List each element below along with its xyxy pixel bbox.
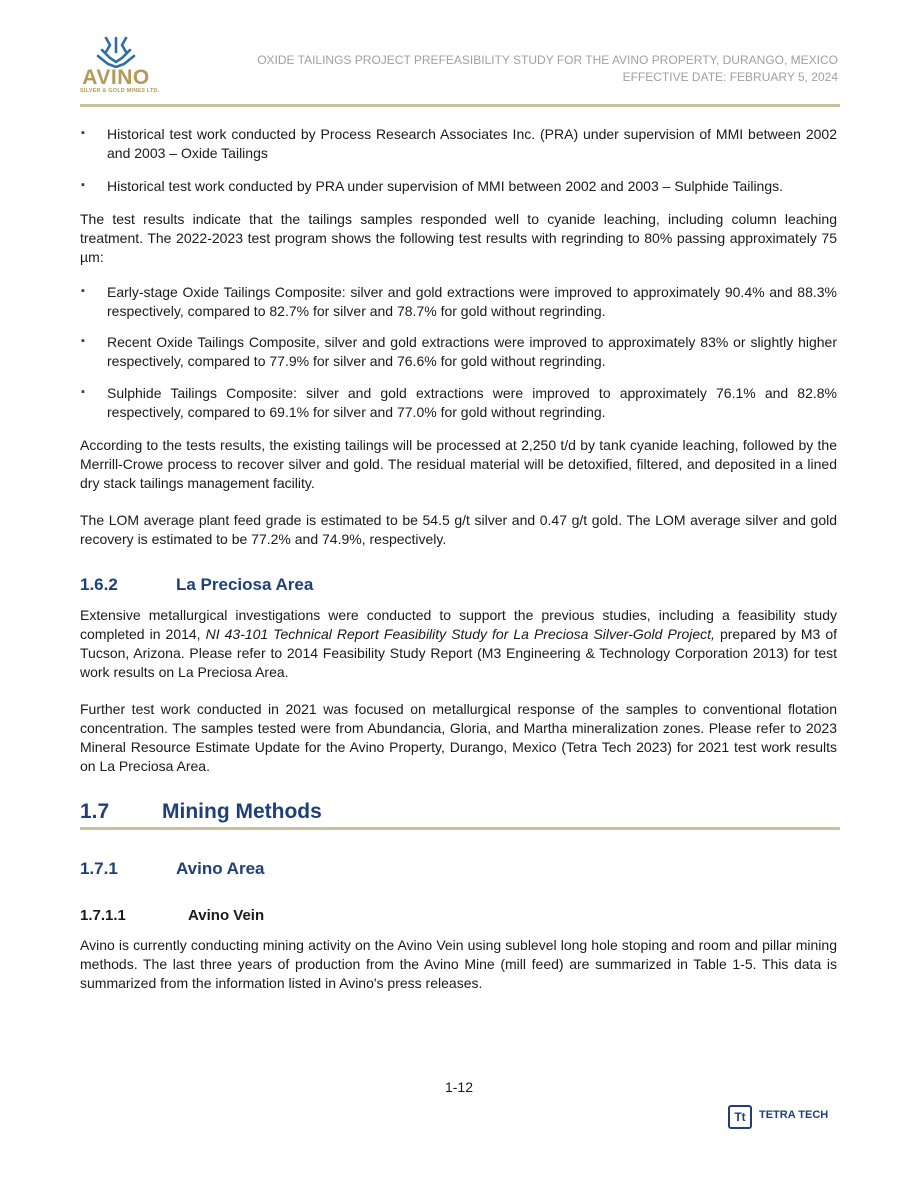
header-effective-date: EFFECTIVE DATE: FEBRUARY 5, 2024 <box>622 70 838 84</box>
paragraph-text: prepared by M3 of Tucson, Arizona. Please refer to 2014 Feasibility Study Report (M3 Engineering & Technology Corporation 2013) for test work results on La Preciosa Area. <box>80 626 837 680</box>
header-divider <box>80 104 840 107</box>
logo-wordmark: AVINO <box>82 66 150 89</box>
section-number: 1.7 <box>80 800 110 823</box>
logo-subtitle: SILVER & GOLD MINES LTD. <box>80 88 160 94</box>
section-heading-1-7-1-1 <box>80 907 264 924</box>
list-item: Historical test work conducted by PRA under supervision of MMI between 2002 and 2003 – Sulphide Tailings. <box>107 178 784 194</box>
running-header <box>257 52 838 86</box>
paragraph-processing: According to the tests results, the existing tailings will be processed at 2,250 t/d by tank cyanide leaching, followed by the Merrill-Crowe process to recover silver and gold. The residual material will be detoxified, filtered, and deposited in a lined dry stack tailings management facility. <box>80 437 837 491</box>
avino-logo-mark-icon <box>80 36 152 68</box>
bullet-icon: ▪ <box>81 179 85 191</box>
paragraph-text: Extensive metallurgical investigations were conducted to support the previous studies, including a feasibility study completed in 2014, <box>80 607 837 642</box>
section-heading-1-7 <box>80 800 322 824</box>
tetra-tech-logo <box>728 1105 838 1131</box>
section-title: Mining Methods <box>162 800 322 823</box>
list-item: Sulphide Tailings Composite: silver and gold extractions were improved to approximately 76.1% and 82.8% respectively, compared to 69.1% for silver and 77.0% for gold without regrinding. <box>107 385 837 420</box>
tetra-tech-mark-icon: Tt <box>728 1105 752 1129</box>
section-divider <box>80 827 840 830</box>
paragraph-preciosa-2: Further test work conducted in 2021 was focused on metallurgical response of the samples to conventional flotation concentration. The samples tested were from Abundancia, Gloria, and Martha mineralization zones. Please refer to 2023 Mineral Resource Estimate Update for the Avino Property, Durango, Mexico (Tetra Tech 2023) for 2021 test work results on La Preciosa Area. <box>80 701 837 774</box>
list-item: Historical test work conducted by Process Research Associates Inc. (PRA) under supervision of MMI between 2002 and 2003 – Oxide Tailings <box>107 126 837 161</box>
section-heading-1-7-1 <box>80 859 265 879</box>
paragraph-avino-vein: Avino is currently conducting mining activity on the Avino Vein using sublevel long hole stoping and room and pillar mining methods. The last three years of production from the Avino Mine (mill feed) are summarized in Table 1-5. This data is summarized from the information listed in Avino's press releases. <box>80 937 837 991</box>
section-number: 1.7.1 <box>80 859 118 878</box>
tetra-tech-wordmark: TETRA TECH <box>759 1109 829 1121</box>
paragraph-lom: The LOM average plant feed grade is estimated to be 54.5 g/t silver and 0.47 g/t gold. The LOM average silver and gold recovery is estimated to be 77.2% and 74.9%, respectively. <box>80 512 837 547</box>
section-title: La Preciosa Area <box>176 575 314 594</box>
bullet-icon: ▪ <box>81 335 85 347</box>
paragraph-test-results: The test results indicate that the tailings samples responded well to cyanide leaching, including column leaching treatment. The 2022-2023 test program shows the following test results with regrinding to 80% passing approximately 75 µm: <box>80 211 837 265</box>
bullet-icon: ▪ <box>81 127 85 139</box>
section-number: 1.7.1.1 <box>80 907 126 924</box>
section-title: Avino Vein <box>188 907 265 924</box>
list-item: Recent Oxide Tailings Composite, silver and gold extractions were improved to approximately 83% or slightly higher respectively, compared to 77.9% for silver and 76.6% for gold without regrinding. <box>107 334 837 369</box>
page-number: 1-12 <box>444 1079 474 1095</box>
bullet-icon: ▪ <box>81 285 85 297</box>
header-title: OXIDE TAILINGS PROJECT PREFEASIBILITY STUDY FOR THE AVINO PROPERTY, DURANGO, MEXICO <box>257 53 838 67</box>
report-title-italic: NI 43-101 Technical Report Feasibility Study for La Preciosa Silver-Gold Project, <box>205 626 715 642</box>
bullet-icon: ▪ <box>81 386 85 398</box>
section-heading-1-6-2 <box>80 575 313 595</box>
paragraph-preciosa-1 <box>80 606 837 682</box>
section-title: Avino Area <box>176 859 265 878</box>
avino-logo <box>80 36 160 98</box>
section-number: 1.6.2 <box>80 575 118 594</box>
list-item: Early-stage Oxide Tailings Composite: silver and gold extractions were improved to approximately 90.4% and 88.3% respectively, compared to 82.7% for silver and 78.7% for gold without regrinding. <box>107 284 837 319</box>
